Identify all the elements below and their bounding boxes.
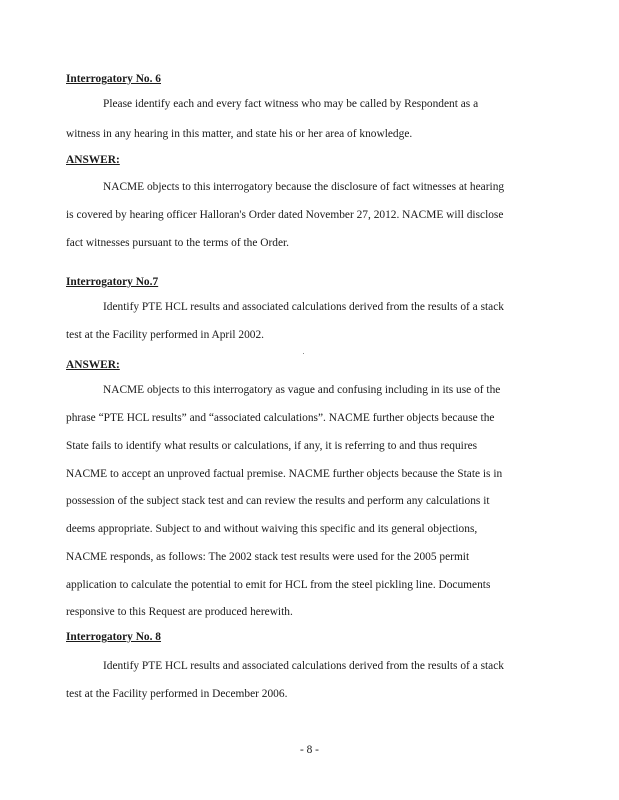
interrogatory-6-question-line-1: Please identify each and every fact witness who may be called by Respondent as a xyxy=(103,98,479,110)
interrogatory-7-question-line-1: Identify PTE HCL results and associated calculations derived from the results of a stack xyxy=(103,301,504,313)
interrogatory-6-answer-line-3: fact witnesses pursuant to the terms of the Order. xyxy=(66,237,290,249)
interrogatory-7-answer-line-9: responsive to this Request are produced herewith. xyxy=(66,606,293,618)
interrogatory-7-question-line-2: test at the Facility performed in April 2002. xyxy=(66,329,265,341)
interrogatory-6-answer-label: ANSWER: xyxy=(66,154,120,166)
interrogatory-7-answer-line-1: NACME objects to this interrogatory as vague and confusing including in its use of the xyxy=(103,384,501,396)
interrogatory-7-answer-line-7: NACME responds, as follows: The 2002 stack test results were used for the 2005 permit xyxy=(66,551,470,563)
interrogatory-7-answer-line-4: NACME to accept an unproved factual premise. NACME further objects because the State is in xyxy=(66,468,503,480)
interrogatory-6-answer-line-1: NACME objects to this interrogatory because the disclosure of fact witnesses at hearing xyxy=(103,181,505,193)
interrogatory-7-heading: Interrogatory No.7 xyxy=(66,276,159,288)
interrogatory-7-answer-line-3: State fails to identify what results or calculations, if any, it is referring to and thus requires xyxy=(66,440,478,452)
interrogatory-7-answer-line-6: deems appropriate. Subject to and without waiving this specific and its general objections, xyxy=(66,523,478,535)
interrogatory-6-question-line-2: witness in any hearing in this matter, and state his or her area of knowledge. xyxy=(66,128,413,140)
page-number: - 8 - xyxy=(300,744,319,756)
interrogatory-8-question-line-1: Identify PTE HCL results and associated calculations derived from the results of a stack xyxy=(103,660,504,672)
interrogatory-6-heading: Interrogatory No. 6 xyxy=(66,73,162,85)
interrogatory-7-answer-line-2: phrase “PTE HCL results” and “associated calculations”. NACME further objects because the xyxy=(66,412,495,424)
interrogatory-7-answer-line-8: application to calculate the potential to emit for HCL from the steel pickling line. Documents xyxy=(66,579,491,591)
scan-speck xyxy=(303,353,304,354)
interrogatory-6-answer-line-2: is covered by hearing officer Halloran's Order dated November 27, 2012. NACME will disclose xyxy=(66,209,504,221)
interrogatory-7-answer-label: ANSWER: xyxy=(66,359,120,371)
interrogatory-8-heading: Interrogatory No. 8 xyxy=(66,631,162,643)
interrogatory-8-question-line-2: test at the Facility performed in December 2006. xyxy=(66,688,288,700)
interrogatory-7-answer-line-5: possession of the subject stack test and can review the results and perform any calculations it xyxy=(66,495,490,507)
